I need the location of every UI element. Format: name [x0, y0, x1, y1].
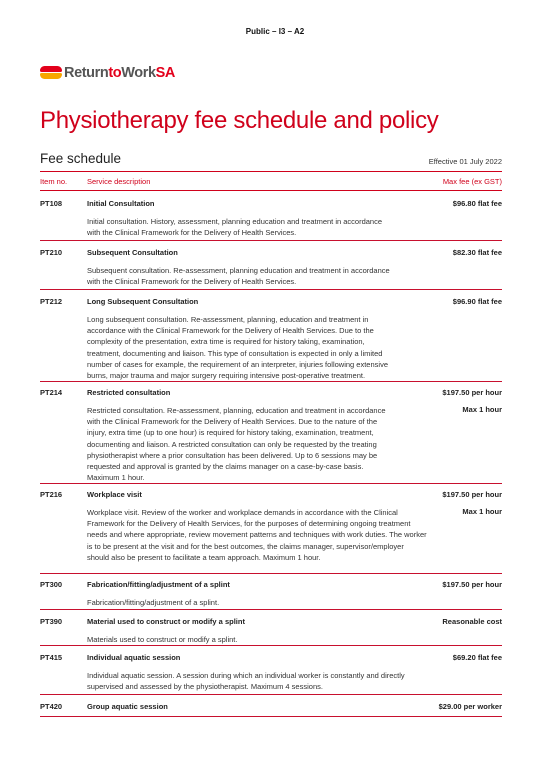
- column-header-item-no: Item no.: [40, 177, 68, 186]
- row-divider: [40, 573, 502, 574]
- item-description: Materials used to construct or modify a splint.: [87, 635, 238, 644]
- row-divider: [40, 609, 502, 610]
- item-description: Subsequent consultation. Re-assessment, planning education and treatment in accordance with the Clinical Framework for the Delivery of Health Services.: [87, 266, 390, 287]
- item-code: PT216: [40, 490, 63, 499]
- column-header-max-fee: Max fee (ex GST): [442, 177, 502, 186]
- item-description: Individual aquatic session. A session during which an individual worker is constantly and directly supervised and assessed by the physiotherapist. Maximum 4 sessions.: [87, 671, 405, 692]
- returntoworksa-logo: [40, 63, 175, 83]
- item-description: Restricted consultation. Re-assessment, planning, education and treatment in accordance with the Clinical Framework for the Delivery of Health Services. Due to the nature of the injury, extra time (up to one hour) is required for history taking, examination, treatment, documenting and liaison. A restricted consultation can only be requested by the treating physiotherapist where a prior consultation has been delivered. Up to 6 sessions may be requested and approval is granted by the claims manager on a case-by-case basis. Maximum 1 hour.: [87, 406, 386, 483]
- item-fee: $96.80 flat fee: [452, 199, 502, 208]
- item-name: Group aquatic session: [87, 702, 168, 711]
- item-code: PT108: [40, 199, 63, 208]
- item-name: Fabrication/fitting/adjustment of a splint: [87, 580, 230, 589]
- row-divider: [40, 694, 502, 695]
- row-divider: [40, 289, 502, 290]
- item-name: Individual aquatic session: [87, 653, 181, 662]
- item-fee: Reasonable cost: [442, 617, 502, 626]
- item-name: Long Subsequent Consultation: [87, 297, 199, 306]
- item-fee: $69.20 flat fee: [452, 653, 502, 662]
- effective-date: Effective 01 July 2022: [428, 157, 502, 166]
- item-fee: $197.50 per hour: [442, 580, 502, 589]
- item-description: Long subsequent consultation. Re-assessment, planning, education and treatment in accordance with the Clinical Framework for the Delivery of Health Services. Due to the complexity of the presentation, extra time is required for history taking, examination, treatment, documenting and liaison. This type of consultation is expected in only a limited number of cases for example, the requirement of an interpreter, injuries following extensive burns, major trauma and major surgery requiring intensive post-operative treatment.: [87, 315, 388, 381]
- item-name: Workplace visit: [87, 490, 142, 499]
- item-fee: $197.50 per hour: [442, 388, 502, 397]
- item-code: PT390: [40, 617, 63, 626]
- logo-wordmark: ReturntoWorkSA: [64, 65, 175, 81]
- item-fee: $96.90 flat fee: [452, 297, 502, 306]
- item-code: PT300: [40, 580, 63, 589]
- page-title: Physiotherapy fee schedule and policy: [40, 107, 439, 134]
- item-fee-note: Max 1 hour: [462, 507, 502, 516]
- item-description: Initial consultation. History, assessment, planning education and treatment in accordance with the Clinical Framework for the Delivery of Health Services.: [87, 217, 383, 238]
- item-description: Workplace visit. Review of the worker and workplace demands in accordance with the Clinical Framework for the Delivery of Health Services, for the purposes of determining ongoing treatment needs and where appropriate, review movement patterns and techniques with work duties. The worker is to be present at the visit and for the best outcomes, the claims manager, supervisor/employer should also be present to facilitate a team approach. Maximum 1 hour.: [87, 508, 427, 562]
- item-description: Fabrication/fitting/adjustment of a splint.: [87, 598, 220, 607]
- header-rule: [40, 171, 502, 172]
- item-code: PT210: [40, 248, 63, 257]
- item-fee: $82.30 flat fee: [452, 248, 502, 257]
- returntoworksa-logo-mark-icon: [40, 66, 62, 80]
- row-divider: [40, 381, 502, 382]
- item-code: PT212: [40, 297, 63, 306]
- item-name: Initial Consultation: [87, 199, 155, 208]
- row-divider: [40, 716, 502, 717]
- column-header-service: Service description: [87, 177, 151, 186]
- item-code: PT420: [40, 702, 63, 711]
- item-name: Subsequent Consultation: [87, 248, 178, 257]
- classification-label: Public – I3 – A2: [245, 27, 305, 36]
- row-divider: [40, 240, 502, 241]
- item-fee-note: Max 1 hour: [462, 405, 502, 414]
- item-name: Material used to construct or modify a splint: [87, 617, 245, 626]
- row-divider: [40, 645, 502, 646]
- column-header-rule: [40, 190, 502, 191]
- item-fee: $29.00 per worker: [438, 702, 502, 711]
- item-name: Restricted consultation: [87, 388, 171, 397]
- item-fee: $197.50 per hour: [442, 490, 502, 499]
- row-divider: [40, 483, 502, 484]
- item-code: PT214: [40, 388, 63, 397]
- item-code: PT415: [40, 653, 63, 662]
- section-heading: Fee schedule: [40, 151, 122, 166]
